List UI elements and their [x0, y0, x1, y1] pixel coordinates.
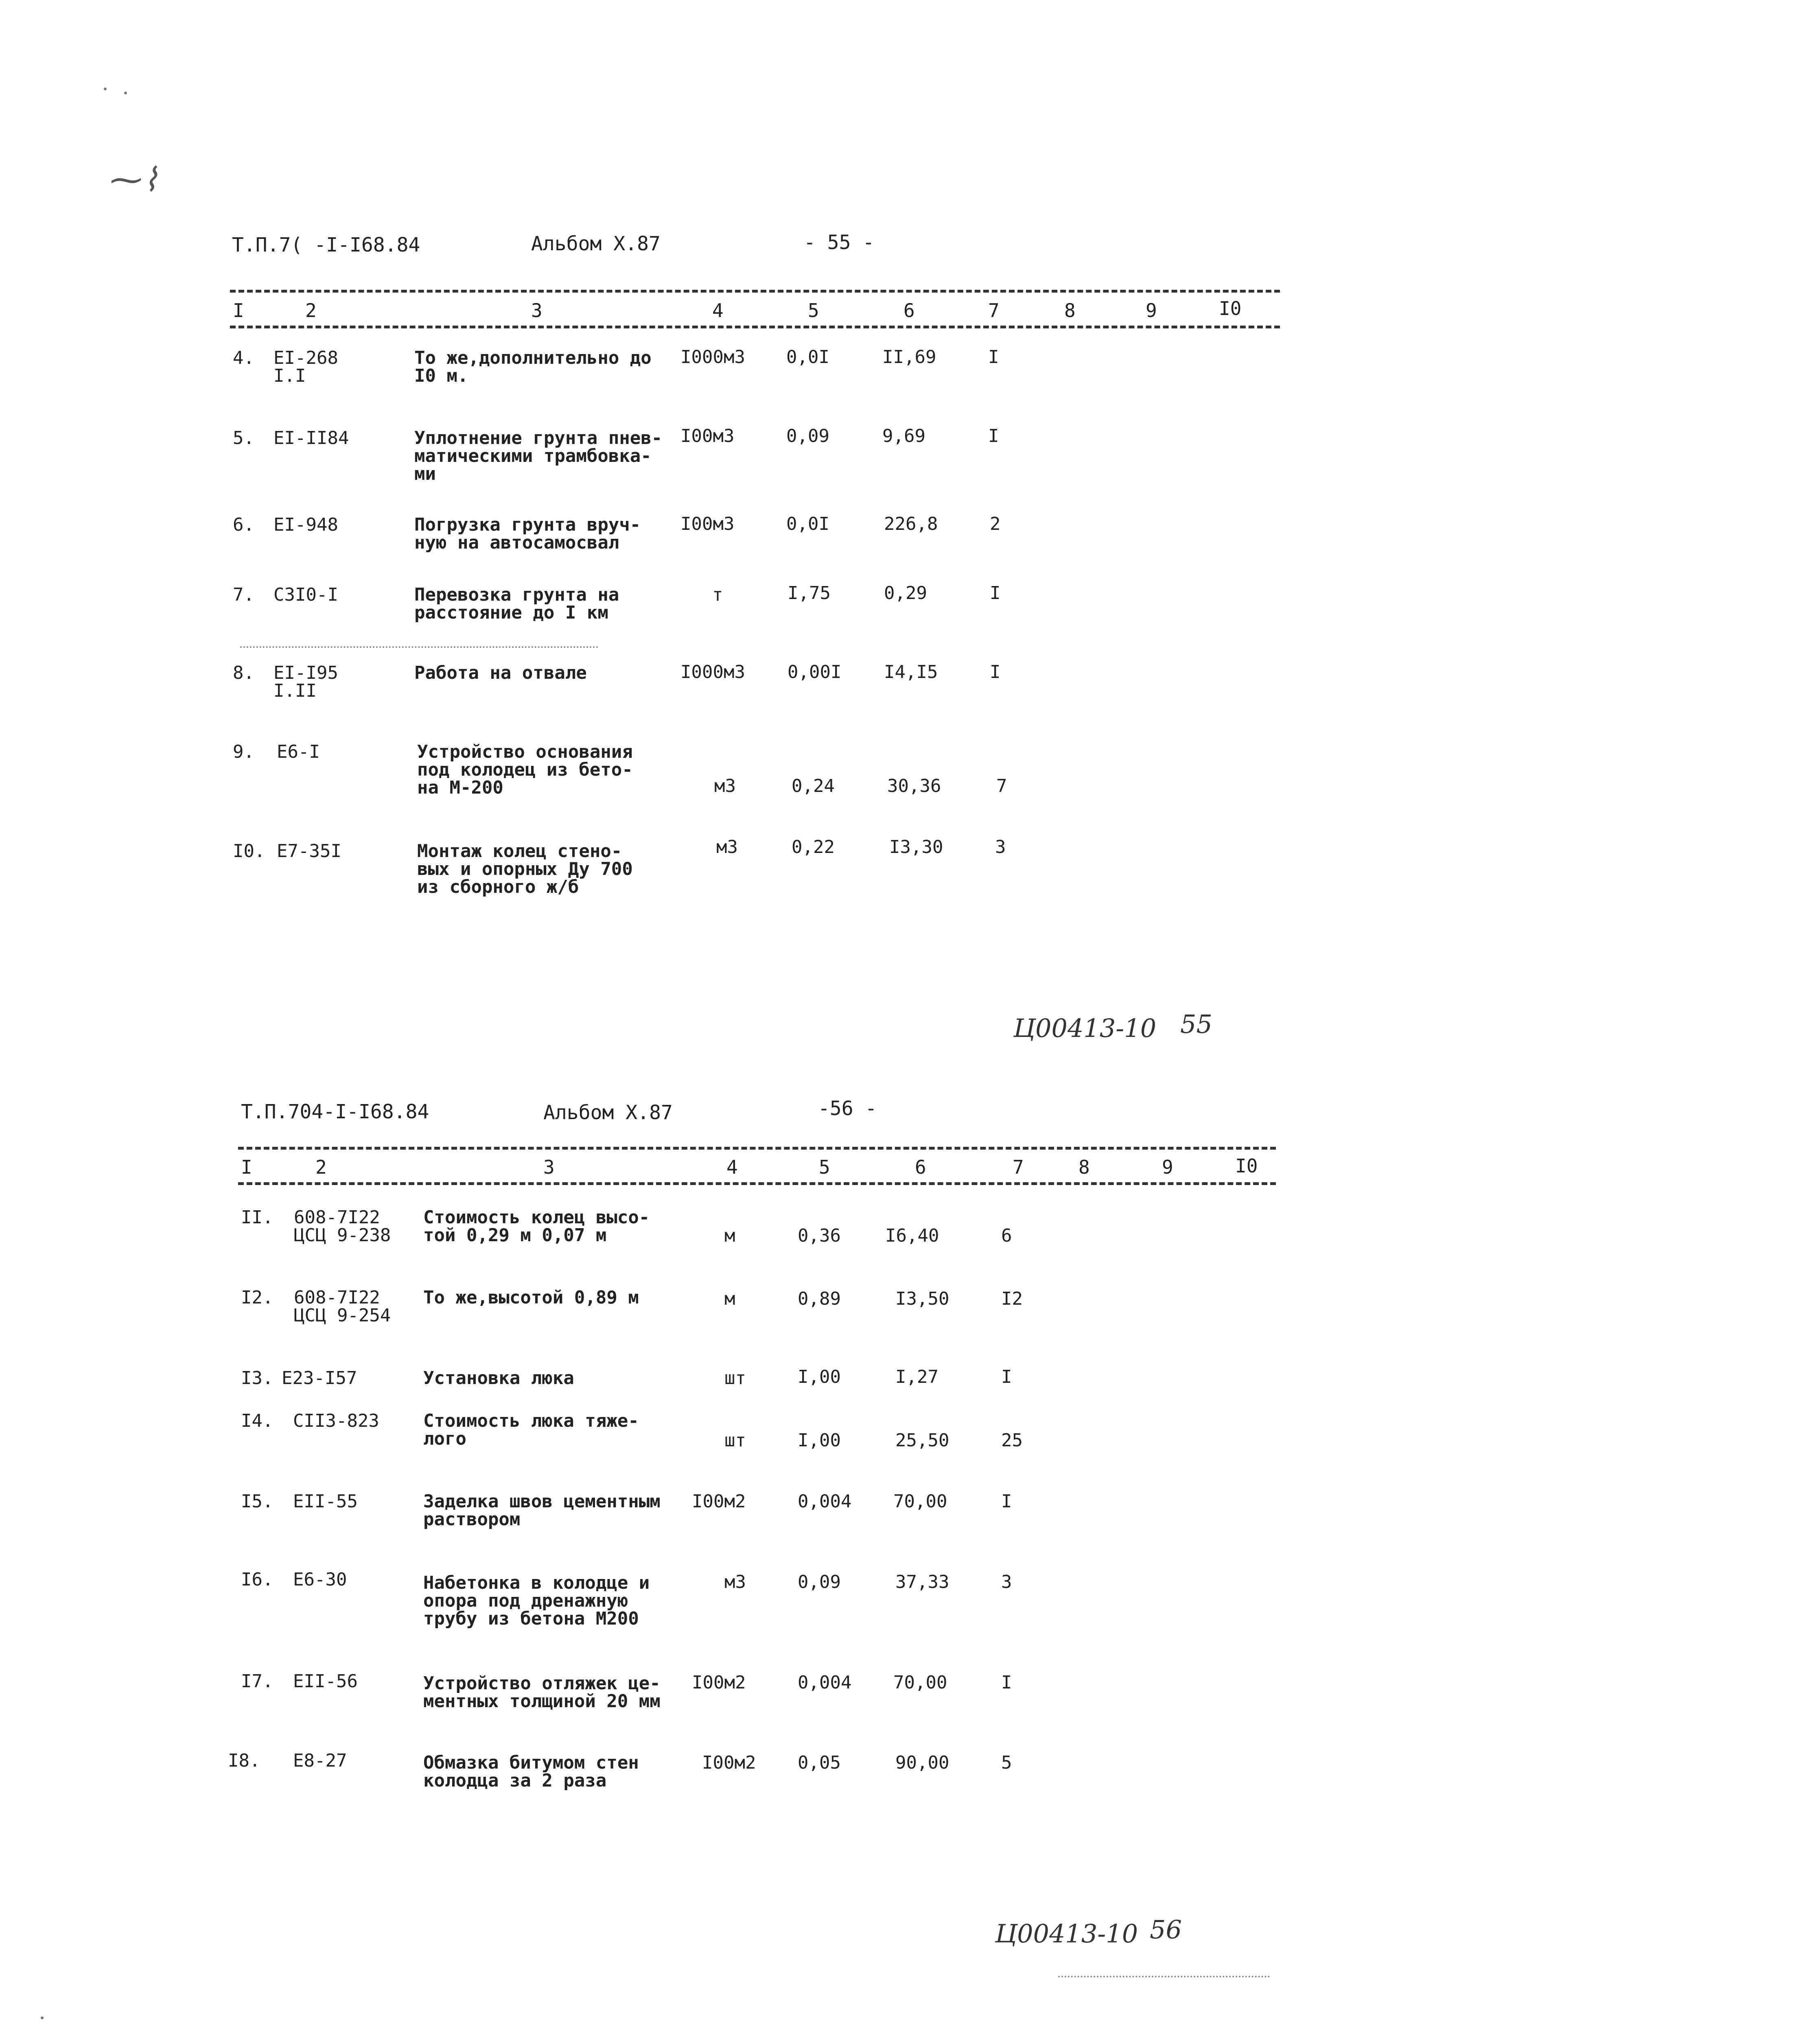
total-cost: 2	[990, 514, 1001, 534]
unit-price: 37,33	[895, 1572, 949, 1592]
page-number: -56 -	[818, 1097, 877, 1120]
quantity: 0,00I	[788, 662, 842, 682]
quantity: 0,09	[798, 1572, 841, 1592]
unit-price: 9,69	[882, 426, 925, 446]
total-cost: I	[988, 347, 999, 367]
column-header: 9	[1146, 300, 1157, 321]
column-header: 5	[808, 300, 819, 321]
quantity: 0,0I	[786, 514, 829, 534]
row-number: I2.	[241, 1287, 273, 1308]
unit-price: 30,36	[887, 776, 941, 796]
row-number: I4.	[241, 1411, 273, 1431]
work-description: Заделка швов цементным раствором	[423, 1491, 661, 1530]
column-header: 6	[903, 300, 915, 321]
quantity: I,00	[798, 1367, 841, 1387]
project-code: Т.П.704-I-I68.84	[241, 1100, 429, 1123]
unit-price: 25,50	[895, 1430, 949, 1451]
total-cost: I	[1001, 1672, 1012, 1693]
scan-speck	[124, 92, 127, 94]
unit: I00м3	[680, 426, 735, 446]
handwritten-stamp: Ц00413-10	[995, 1919, 1138, 1948]
row-number: II.	[241, 1207, 273, 1228]
unit-price: I6,40	[885, 1225, 939, 1246]
work-description: Погрузка грунта вруч- ную на автосамосвал	[414, 514, 641, 553]
rate-code: E6-30	[293, 1569, 347, 1590]
work-description: Установка люка	[423, 1368, 574, 1389]
unit-price: 0,29	[884, 583, 927, 604]
unit: шт	[724, 1368, 746, 1389]
rate-code: EI-II84	[273, 428, 349, 448]
unit-price: II,69	[882, 347, 936, 367]
total-cost: 25	[1001, 1430, 1023, 1451]
work-description: Монтаж колец стено- вых и опорных Ду 700 из сборного ж/б	[417, 841, 633, 897]
row-number: I0.	[233, 841, 265, 862]
rate-code: EI-I95 I.II	[273, 663, 338, 701]
scan-smudge	[240, 646, 598, 648]
rate-code: EI-948	[273, 514, 338, 535]
unit: I00м2	[692, 1672, 746, 1693]
total-cost: I	[1001, 1491, 1012, 1512]
rate-code: EII-56	[293, 1671, 358, 1692]
table-rule-bottom	[230, 326, 1280, 328]
work-description: Перевозка грунта на расстояние до I км	[414, 584, 619, 623]
column-header: I0	[1219, 297, 1242, 319]
unit: I000м3	[680, 662, 745, 682]
unit: м3	[716, 837, 738, 857]
quantity: 0,22	[792, 837, 835, 857]
quantity: 0,0I	[786, 347, 829, 367]
work-description: Устройство основания под колодец из бето- на М-200	[417, 741, 633, 798]
column-header: I	[241, 1156, 252, 1178]
rate-code: 608-7I22 ЦСЦ 9-238	[294, 1207, 391, 1246]
album-label: Альбом X.87	[531, 232, 661, 255]
column-header: 8	[1078, 1156, 1090, 1178]
unit: м	[724, 1288, 735, 1309]
table-rule-top	[238, 1147, 1276, 1150]
total-cost: I	[990, 583, 1001, 604]
work-description: Набетонка в колодце и опора под дренажную трубу из бетона М200	[423, 1572, 650, 1629]
work-description: То же,высотой 0,89 м	[423, 1287, 639, 1308]
margin-scribble: ⁓⌇	[110, 161, 159, 199]
total-cost: I	[990, 662, 1001, 682]
column-header: 4	[726, 1156, 738, 1178]
row-number: I7.	[241, 1671, 273, 1692]
work-description: Уплотнение грунта пнев- матическими трамбовка- ми	[414, 428, 663, 484]
unit-price: I,27	[895, 1367, 938, 1387]
rate-code: E23-I57	[282, 1368, 357, 1389]
quantity: 0,05	[798, 1752, 841, 1773]
row-number: I5.	[241, 1491, 273, 1512]
quantity: 0,09	[786, 426, 829, 446]
unit-price: 226,8	[884, 514, 938, 534]
unit: м3	[724, 1572, 746, 1592]
total-cost: 5	[1001, 1752, 1012, 1773]
quantity: 0,89	[798, 1288, 841, 1309]
total-cost: I	[988, 426, 999, 446]
unit-price: I4,I5	[884, 662, 938, 682]
quantity: I,75	[788, 583, 831, 604]
table-rule-bottom	[238, 1182, 1276, 1185]
work-description: То же,дополнительно до I0 м.	[414, 348, 652, 386]
handwritten-stamp: Ц00413-10	[1013, 1013, 1157, 1043]
row-number: 4.	[233, 348, 254, 368]
rate-code: E8-27	[293, 1750, 347, 1771]
column-header: 9	[1162, 1156, 1173, 1178]
column-header: 4	[712, 300, 724, 321]
unit: I00м2	[692, 1491, 746, 1512]
total-cost: I2	[1001, 1288, 1023, 1309]
row-number: I8.	[228, 1750, 260, 1771]
column-header: 3	[543, 1156, 555, 1178]
unit: I00м3	[680, 514, 735, 534]
table-rule-top	[230, 290, 1280, 293]
column-header: I	[233, 300, 244, 321]
total-cost: 3	[1001, 1572, 1012, 1592]
work-description: Обмазка битумом стен колодца за 2 раза	[423, 1752, 639, 1791]
rate-code: CII3-823	[293, 1411, 379, 1431]
column-header: 3	[531, 300, 542, 321]
scan-smudge	[1058, 1976, 1270, 1977]
work-description: Стоимость колец высо- той 0,29 м 0,07 м	[423, 1207, 650, 1246]
rate-code: E7-35I	[277, 841, 341, 862]
unit-price: 70,00	[893, 1672, 947, 1693]
work-description: Работа на отвале	[414, 663, 587, 683]
column-header: 7	[1013, 1156, 1024, 1178]
column-header: 7	[988, 300, 1000, 321]
row-number: 9.	[233, 741, 254, 762]
rate-code: EI-268 I.I	[273, 348, 338, 386]
total-cost: 7	[996, 776, 1007, 796]
unit: м	[724, 1225, 735, 1246]
unit: I000м3	[680, 347, 745, 367]
total-cost: I	[1001, 1367, 1012, 1387]
unit-price: 70,00	[893, 1491, 947, 1512]
unit-price: I3,30	[889, 837, 943, 857]
quantity: 0,004	[798, 1491, 852, 1512]
row-number: 6.	[233, 514, 254, 535]
unit: шт	[724, 1430, 746, 1451]
total-cost: 6	[1001, 1225, 1012, 1246]
column-header: 5	[819, 1156, 830, 1178]
album-label: Альбом X.87	[543, 1101, 673, 1124]
work-description: Стоимость люка тяже- лого	[423, 1411, 639, 1449]
unit: т	[712, 584, 723, 605]
column-header: 2	[305, 300, 317, 321]
handwritten-page-number: 55	[1180, 1009, 1212, 1039]
work-description: Устройство отляжек це- ментных толщиной 20 мм	[423, 1673, 661, 1712]
rate-code: EII-55	[293, 1491, 358, 1512]
column-header: I0	[1235, 1155, 1258, 1177]
quantity: 0,24	[792, 776, 835, 796]
row-number: 8.	[233, 663, 254, 683]
quantity: 0,004	[798, 1672, 852, 1693]
rate-code: C3I0-I	[273, 584, 338, 605]
unit: I00м2	[702, 1752, 756, 1773]
column-header: 8	[1064, 300, 1076, 321]
rate-code: 608-7I22 ЦСЦ 9-254	[294, 1287, 391, 1326]
column-header: 6	[915, 1156, 926, 1178]
unit: м3	[714, 776, 736, 796]
row-number: I6.	[241, 1569, 273, 1590]
unit-price: 90,00	[895, 1752, 949, 1773]
scan-speck	[41, 2016, 44, 2019]
column-header: 2	[315, 1156, 327, 1178]
page-number: - 55 -	[804, 231, 875, 254]
unit-price: I3,50	[895, 1288, 949, 1309]
quantity: I,00	[798, 1430, 841, 1451]
rate-code: E6-I	[277, 741, 320, 762]
row-number: 7.	[233, 584, 254, 605]
project-code: Т.П.7( -I-I68.84	[232, 234, 420, 256]
total-cost: 3	[995, 837, 1006, 857]
scan-speck	[104, 87, 107, 90]
handwritten-page-number: 56	[1150, 1915, 1182, 1944]
row-number: 5.	[233, 428, 254, 448]
quantity: 0,36	[798, 1225, 841, 1246]
row-number: I3.	[241, 1368, 273, 1389]
